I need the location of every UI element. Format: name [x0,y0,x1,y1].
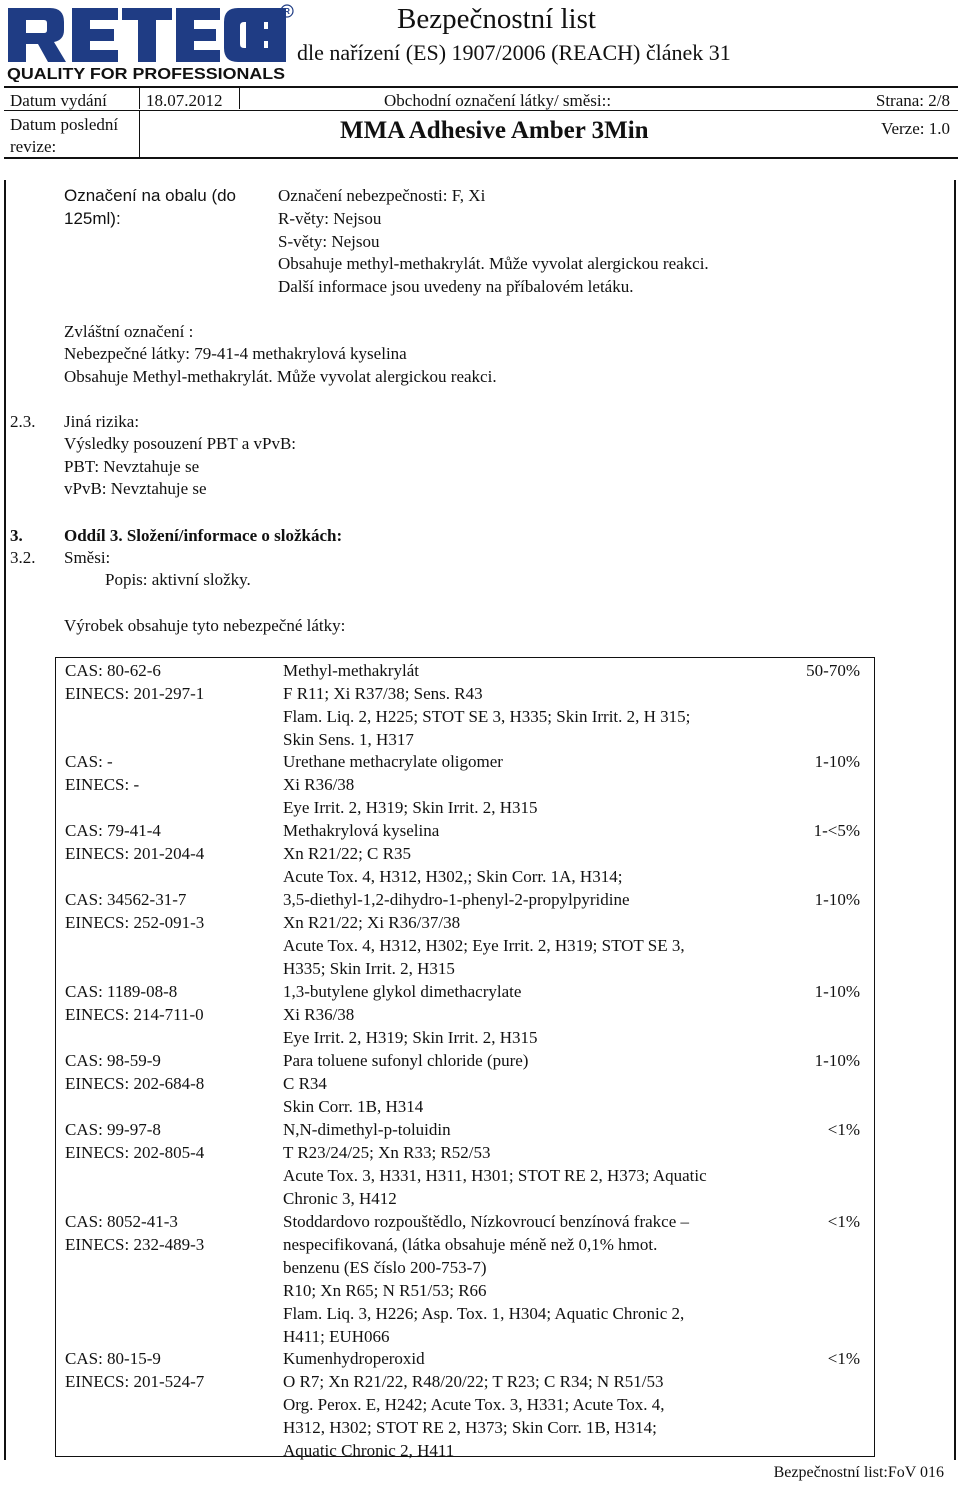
header-rule-mid [4,110,958,111]
concentration: 1-10% [814,1051,860,1070]
substance-detail: Chronic 3, H412 [283,1189,397,1208]
contains-note: Obsahuje methyl-methakrylát. Může vyvolat alergickou reakci. [278,254,709,273]
substance-detail: H312, H302; STOT RE 2, H373; Skin Corr. 1B, H314; [283,1418,657,1437]
substances-table [55,657,875,1460]
einecs-number: EINECS: 201-297-1 [65,684,205,703]
einecs-number: EINECS: - [65,775,140,794]
substance-detail: Org. Perox. E, H242; Acute Tox. 3, H331; Acute Tox. 4, [283,1395,665,1414]
substance-detail: Xi R36/38 [283,775,355,794]
substance-detail: Acute Tox. 4, H312, H302; Eye Irrit. 2, H319; STOT SE 3, [283,936,685,955]
substance-name: Kumenhydroperoxid [283,1349,425,1368]
substance-name: Stoddardovo rozpouštědlo, Nízkovroucí benzínová frakce – [283,1212,689,1231]
substance-name: N,N-dimethyl-p-toluidin [283,1120,451,1139]
page-left-rule [4,180,6,1460]
section-3-title: Oddíl 3. Složení/informace o složkách: [64,526,343,545]
substance-detail: Eye Irrit. 2, H319; Skin Irrit. 2, H315 [283,798,538,817]
concentration: 1-10% [814,890,860,909]
substance-name: 3,5-diethyl-1,2-dihydro-1-phenyl-2-propylpyridine [283,890,630,909]
hazardous-substances-line: Nebezpečné látky: 79-41-4 methakrylová kyselina [64,344,407,363]
substance-detail: C R34 [283,1074,327,1093]
einecs-number: EINECS: 214-711-0 [65,1005,204,1024]
header-divider [139,88,140,109]
s-phrases: S-věty: Nejsou [278,232,380,251]
cas-number: CAS: 98-59-9 [65,1051,161,1070]
version: Verze: 1.0 [881,119,950,138]
substance-detail: Acute Tox. 4, H312, H302,; Skin Corr. 1A, H314; [283,867,623,886]
cas-number: CAS: 1189-08-8 [65,982,178,1001]
substance-detail: T R23/24/25; Xn R33; R52/53 [283,1143,491,1162]
special-label-heading: Zvláštní označení : [64,322,194,341]
pbt-assessment: Výsledky posouzení PBT a vPvB: [64,434,297,453]
mixture-description: Popis: aktivní složky. [105,570,251,589]
substance-detail: F R11; Xi R37/38; Sens. R43 [283,684,483,703]
substance-detail: Flam. Liq. 3, H226; Asp. Tox. 1, H304; Aquatic Chronic 2, [283,1304,685,1323]
r-phrases: R-věty: Nejsou [278,209,382,228]
other-hazards-heading: Jiná rizika: [64,412,140,431]
substance-detail: nespecifikovaná, (látka obsahuje méně než 0,1% hmot. [283,1235,658,1254]
footer-document-code: Bezpečnostní list:FoV 016 [773,1464,944,1481]
substance-detail: Eye Irrit. 2, H319; Skin Irrit. 2, H315 [283,1028,538,1047]
issue-date-value: 18.07.2012 [146,91,223,110]
substance-detail: H411; EUH066 [283,1327,390,1346]
substance-detail: H335; Skin Irrit. 2, H315 [283,959,455,978]
substance-detail: Xi R36/38 [283,1005,355,1024]
substance-detail: Aquatic Chronic 2, H411 [283,1441,455,1460]
packaging-label-line2: 125ml): [64,209,121,228]
substance-name: Methakrylová kyselina [283,821,440,840]
revision-date-label: Datum poslední [10,115,119,134]
allergy-note: Obsahuje Methyl-methakrylát. Může vyvolat alergickou reakci. [64,367,497,386]
packaging-label-line1: Označení na obalu (do [64,186,237,205]
concentration: <1% [827,1120,860,1139]
revision-label-cont: revize: [10,137,57,156]
cas-number: CAS: - [65,752,113,771]
einecs-number: EINECS: 252-091-3 [65,913,205,932]
concentration: 1-10% [814,752,860,771]
einecs-number: EINECS: 202-684-8 [65,1074,205,1093]
document-subtitle: dle nařízení (ES) 1907/2006 (REACH) článek 31 [297,40,731,65]
header-rule-bottom [4,157,958,159]
substance-detail: benzenu (ES číslo 200-753-7) [283,1258,487,1277]
cas-number: CAS: 80-15-9 [65,1349,161,1368]
concentration: 1-<5% [813,821,860,840]
substance-detail: Skin Sens. 1, H317 [283,730,414,749]
cas-number: CAS: 79-41-4 [65,821,161,840]
substance-detail: O R7; Xn R21/22, R48/20/22; T R23; C R34; N R51/53 [283,1372,664,1391]
einecs-number: EINECS: 202-805-4 [65,1143,205,1162]
cas-number: CAS: 34562-31-7 [65,890,187,909]
substance-detail: Xn R21/22; C R35 [283,844,411,863]
einecs-number: EINECS: 232-489-3 [65,1235,205,1254]
substance-detail: Acute Tox. 3, H331, H311, H301; STOT RE 2, H373; Aquatic [283,1166,707,1185]
section-2-3-number: 2.3. [10,412,36,431]
pbt-value: PBT: Nevztahuje se [64,457,200,476]
page-right-rule [954,180,956,1460]
cas-number: CAS: 80-62-6 [65,661,161,680]
section-3-number: 3. [10,526,23,545]
substance-detail: Xn R21/22; Xi R36/37/38 [283,913,461,932]
trade-name-label: Obchodní označení látky/ směsi:: [384,91,612,110]
concentration: <1% [827,1349,860,1368]
substance-name: 1,3-butylene glykol dimethacrylate [283,982,522,1001]
substance-detail: Flam. Liq. 2, H225; STOT SE 3, H335; Skin Irrit. 2, H 315; [283,707,691,726]
mixtures-heading: Směsi: [64,548,111,567]
logo-tagline: QUALITY FOR PROFESSIONALS [7,66,285,82]
substance-name: Para toluene sufonyl chloride (pure) [283,1051,529,1070]
substance-detail: Skin Corr. 1B, H314 [283,1097,424,1116]
cas-number: CAS: 99-97-8 [65,1120,161,1139]
page-number: Strana: 2/8 [875,91,950,110]
einecs-number: EINECS: 201-524-7 [65,1372,205,1391]
substance-name: Methyl-methakrylát [283,661,419,680]
header-divider [239,88,240,109]
einecs-number: EINECS: 201-204-4 [65,844,205,863]
substances-intro: Výrobek obsahuje tyto nebezpečné látky: [64,616,346,635]
product-name: MMA Adhesive Amber 3Min [340,117,649,144]
leaflet-note: Další informace jsou uvedeny na příbalovém letáku. [278,277,634,296]
concentration: 50-70% [806,661,860,680]
retech-logo [6,4,294,82]
document-title: Bezpečnostní list [397,3,596,35]
substance-detail: R10; Xn R65; N R51/53; R66 [283,1281,487,1300]
header-divider [139,111,140,157]
cas-number: CAS: 8052-41-3 [65,1212,178,1231]
concentration: <1% [827,1212,860,1231]
registered-mark: R [284,7,290,16]
concentration: 1-10% [814,982,860,1001]
header-rule-top [4,86,958,88]
vpvb-value: vPvB: Nevztahuje se [64,479,207,498]
issue-date-label: Datum vydání [10,91,107,110]
hazard-designation: Označení nebezpečnosti: F, Xi [278,186,486,205]
substance-name: Urethane methacrylate oligomer [283,752,503,771]
section-3-2-number: 3.2. [10,548,36,567]
